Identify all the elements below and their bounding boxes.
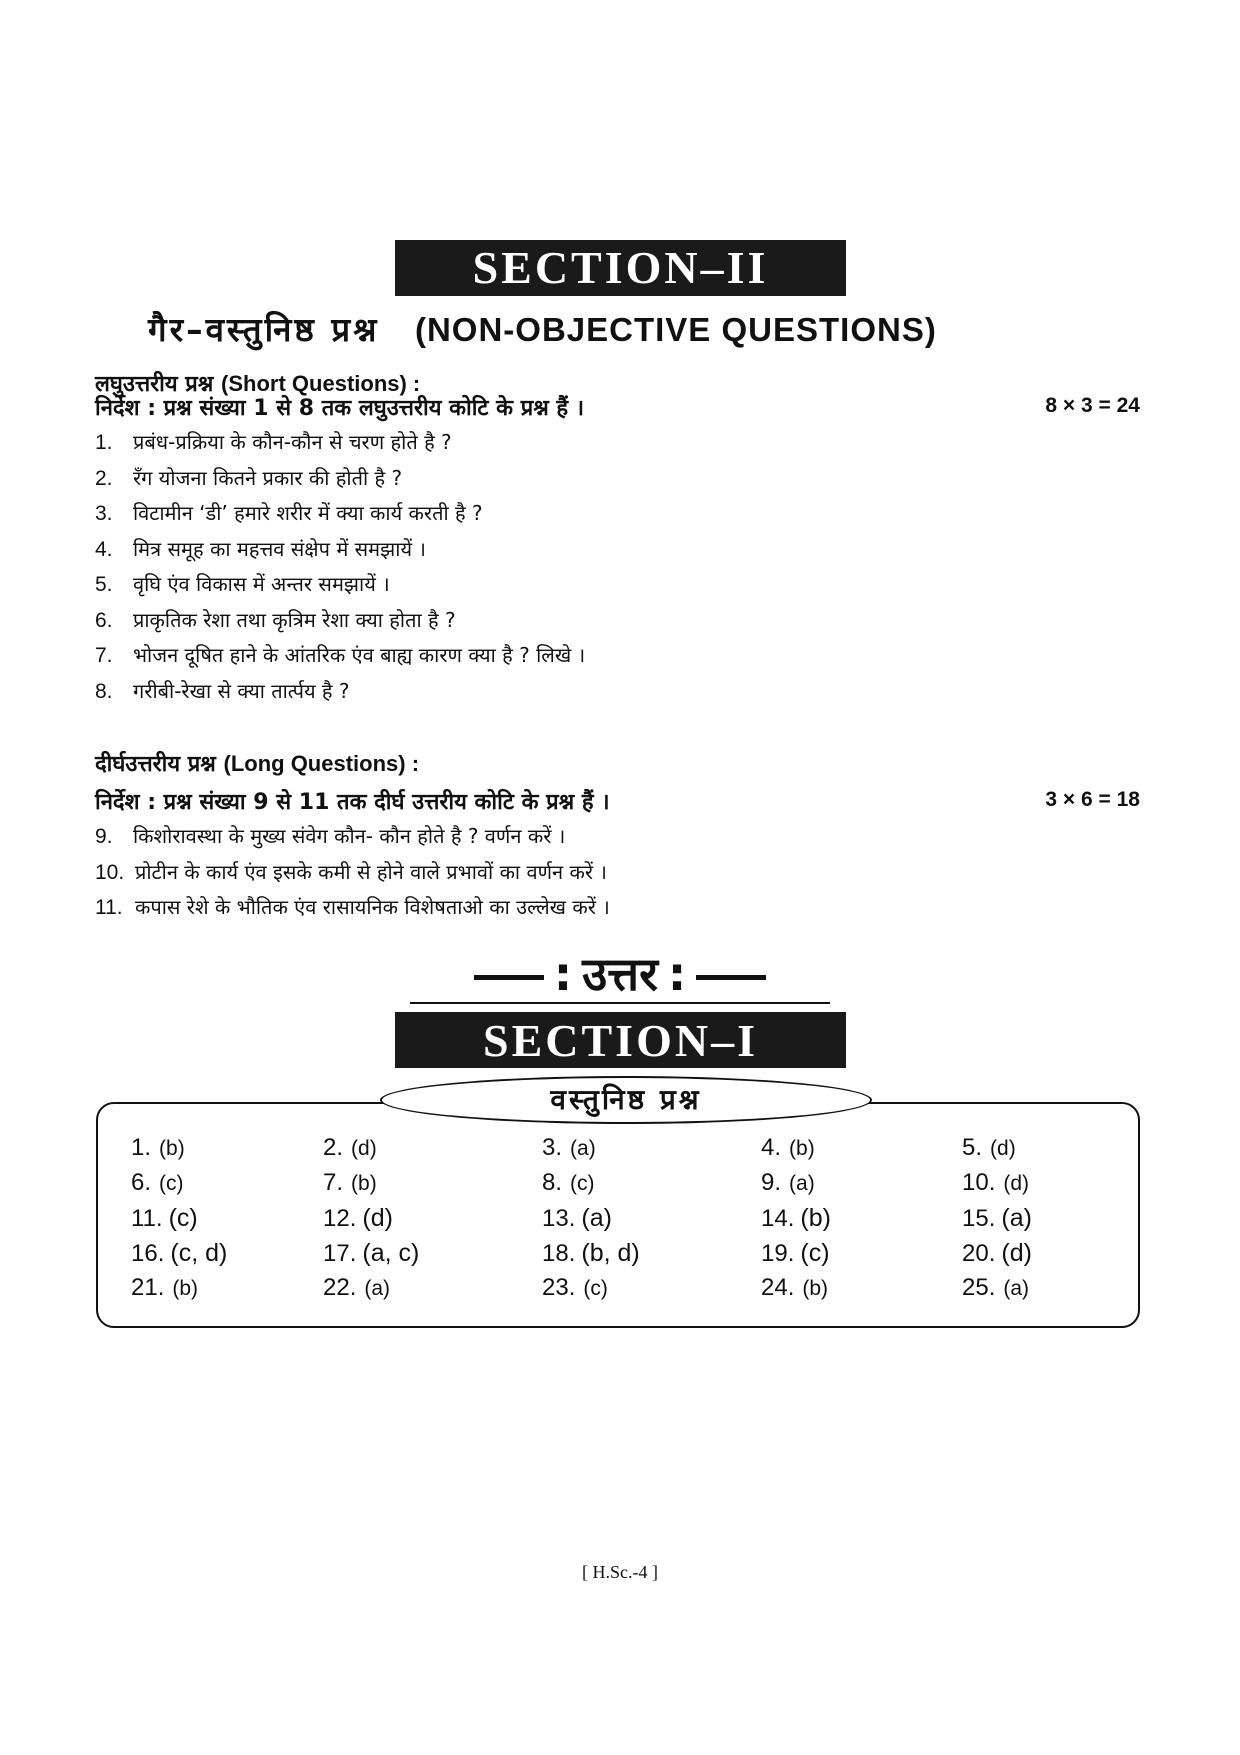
answer-number: 19.: [761, 1240, 795, 1267]
question-text: कपास रेशे के भौतिक एंव रासायनिक विशेषताओ का उल्लेख करें ।: [135, 895, 610, 919]
answer-item: [323, 1134, 377, 1162]
answer-number: 21.: [131, 1274, 165, 1301]
title-right-dash: [696, 975, 766, 980]
title-underline: [410, 1002, 830, 1004]
answer-row: [131, 1239, 1111, 1274]
answer-number: 1.: [131, 1134, 152, 1161]
short-instruction-text: निर्देश : प्रश्न संख्या 1 से 8 तक लघुउत्तरीय कोटि के प्रश्न हैं ।: [95, 396, 585, 421]
answer-item: [761, 1239, 830, 1268]
answer-item: [131, 1169, 184, 1197]
answer-item: [131, 1134, 185, 1162]
short-question-list: [95, 428, 585, 712]
answer-option: (c): [570, 1172, 595, 1195]
answer-row: [131, 1134, 1111, 1169]
question-text: प्रोटीन के कार्य एंव इसके कमी से होने वाले प्रभावों का वर्णन करें ।: [135, 859, 607, 884]
title-left-dash: [474, 975, 544, 980]
answer-number: 17.: [323, 1240, 357, 1267]
answer-item: [761, 1274, 828, 1302]
answer-option: (c): [583, 1277, 608, 1300]
short-marks: 8 × 3 = 24: [1045, 394, 1140, 417]
answer-number: 6.: [131, 1169, 152, 1196]
long-instruction-text: निर्देश : प्रश्न संख्या 9 से 11 तक दीर्घ उत्तरीय कोटि के प्रश्न हैं ।: [95, 790, 610, 815]
answer-number: 12.: [323, 1205, 357, 1232]
answer-option: (a): [1003, 1277, 1030, 1300]
answer-item: [542, 1239, 640, 1268]
question-text: वृघि एंव विकास में अन्तर समझायें ।: [133, 572, 390, 596]
answer-key-title: वस्तुनिष्ठ प्रश्न: [380, 1076, 872, 1124]
answer-option: (a, c): [362, 1239, 420, 1267]
question-item: [95, 606, 585, 642]
answers-title-text: उत्तर: [582, 947, 658, 1001]
answer-number: 25.: [962, 1274, 996, 1301]
question-item: [95, 858, 610, 894]
answer-option: (b): [172, 1277, 199, 1300]
answer-option: (d): [1001, 1239, 1032, 1267]
question-item: [95, 677, 585, 713]
section-2-banner: SECTION–II: [395, 240, 846, 296]
answer-number: 24.: [761, 1274, 795, 1301]
answer-number: 2.: [323, 1134, 344, 1161]
question-text: भोजन दूषित हाने के आंतरिक एंव बाह्य कारण क्या है ? लिखे ।: [133, 643, 586, 667]
answer-option: (a): [1001, 1204, 1032, 1232]
question-number: 4.: [95, 537, 113, 561]
answer-key-grid: [131, 1134, 1111, 1309]
answer-item: [962, 1274, 1029, 1302]
answer-number: 3.: [542, 1134, 563, 1161]
answer-number: 8.: [542, 1169, 563, 1196]
short-instruction: [95, 392, 1140, 422]
answer-item: [323, 1239, 419, 1268]
answer-number: 13.: [542, 1205, 576, 1232]
answer-item: [542, 1169, 595, 1197]
answer-item: [131, 1204, 198, 1233]
answer-option: (b): [800, 1204, 831, 1232]
answer-item: [761, 1169, 815, 1197]
answer-option: (b): [351, 1172, 377, 1195]
long-questions-heading: [95, 748, 419, 778]
answer-number: 22.: [323, 1274, 357, 1301]
long-question-list: [95, 822, 610, 929]
question-item: [95, 570, 585, 606]
question-item: [95, 893, 610, 929]
answer-number: 5.: [962, 1134, 983, 1161]
answer-row: [131, 1169, 1111, 1204]
long-marks: 3 × 6 = 18: [1045, 788, 1140, 811]
question-text: विटामीन ‘डी’ हमारे शरीर में क्या कार्य करती है ?: [133, 501, 483, 525]
question-text: मित्र समूह का महत्तव संक्षेप में समझायें ।: [133, 536, 426, 561]
answer-item: [542, 1134, 596, 1162]
answer-option: (a): [364, 1277, 391, 1300]
answer-option: (c): [168, 1204, 198, 1232]
answer-option: (d): [1003, 1172, 1030, 1195]
question-text: प्रबंध-प्रक्रिया के कौन-कौन से चरण होते है ?: [133, 430, 452, 454]
question-item: [95, 499, 585, 535]
answer-number: 10.: [962, 1169, 996, 1196]
question-item: [95, 641, 585, 677]
question-text: प्राकृतिक रेशा तथा कृत्रिम रेशा क्या होता है ?: [133, 607, 456, 632]
question-number: 2.: [95, 466, 113, 490]
answer-option: (a): [581, 1204, 612, 1232]
short-heading-english: (Short Questions) :: [221, 371, 421, 396]
question-number: 1.: [95, 431, 113, 454]
answer-item: [131, 1274, 198, 1302]
title-colon-left: :: [553, 947, 573, 1001]
long-heading-hindi: दीर्घउत्तरीय प्रश्न: [95, 752, 216, 777]
subtitle-hindi: गैर–वस्तुनिष्ठ प्रश्न: [148, 310, 380, 349]
answer-option: (b): [802, 1277, 829, 1300]
question-number: 9.: [95, 825, 113, 848]
long-heading-english: (Long Questions) :: [223, 751, 420, 776]
answer-item: [962, 1204, 1032, 1233]
question-number: 8.: [95, 679, 113, 703]
answer-option: (b): [159, 1137, 185, 1160]
answer-number: 9.: [761, 1169, 782, 1196]
answer-number: 16.: [131, 1240, 165, 1267]
answer-item: [542, 1204, 612, 1233]
question-item: [95, 464, 585, 500]
question-number: 3.: [95, 502, 113, 525]
answer-number: 4.: [761, 1134, 782, 1161]
answer-item: [323, 1204, 393, 1233]
answer-number: 7.: [323, 1169, 344, 1196]
question-number: 7.: [95, 644, 113, 667]
question-number: 6.: [95, 608, 113, 632]
answer-item: [323, 1274, 390, 1302]
section-2-subtitle: [148, 306, 1108, 351]
question-text: गरीबी-रेखा से क्या तार्त्पय है ?: [133, 678, 350, 703]
answer-row: [131, 1204, 1111, 1239]
answer-item: [962, 1134, 1016, 1162]
answer-row: [131, 1274, 1111, 1309]
answer-number: 11.: [131, 1205, 163, 1232]
answer-item: [962, 1169, 1029, 1197]
answer-number: 14.: [761, 1205, 795, 1232]
answer-option: (d): [351, 1137, 377, 1160]
subtitle-english: (NON-OBJECTIVE QUESTIONS): [414, 311, 937, 348]
question-item: [95, 535, 585, 571]
page-footer: [ H.Sc.-4 ]: [582, 1562, 658, 1582]
answer-option: (d): [362, 1204, 393, 1232]
section-1-banner: SECTION–I: [395, 1012, 846, 1068]
answer-option: (c): [800, 1239, 830, 1267]
question-item: [95, 822, 610, 858]
answer-option: (d): [990, 1137, 1016, 1160]
question-number: 11.: [95, 896, 123, 919]
answer-option: (b, d): [581, 1239, 640, 1267]
answer-number: 20.: [962, 1240, 996, 1267]
answer-option: (b): [789, 1137, 815, 1160]
answer-option: (c): [159, 1172, 184, 1195]
question-number: 10.: [95, 860, 125, 884]
question-text: किशोरावस्था के मुख्य संवेग कौन- कौन होते है ? वर्णन करें ।: [133, 824, 566, 848]
answer-item: [323, 1169, 377, 1197]
answer-item: [761, 1134, 815, 1162]
answer-option: (a): [789, 1172, 815, 1195]
answers-title: [410, 946, 830, 1002]
long-instruction: [95, 786, 1140, 816]
answer-option: (a): [570, 1137, 596, 1160]
question-item: [95, 428, 585, 464]
answer-item: [131, 1239, 227, 1268]
answer-number: 23.: [542, 1274, 576, 1301]
answer-number: 18.: [542, 1240, 576, 1267]
answer-item: [962, 1239, 1032, 1268]
question-number: 5.: [95, 573, 113, 596]
answer-option: (c, d): [170, 1239, 228, 1267]
answer-item: [761, 1204, 831, 1233]
title-colon-right: :: [667, 947, 687, 1001]
question-text: रँग योजना कितने प्रकार की होती है ?: [133, 465, 403, 490]
answer-item: [542, 1274, 608, 1302]
answer-number: 15.: [962, 1205, 996, 1232]
short-heading-hindi: लघुउत्तरीय प्रश्न: [95, 372, 214, 397]
